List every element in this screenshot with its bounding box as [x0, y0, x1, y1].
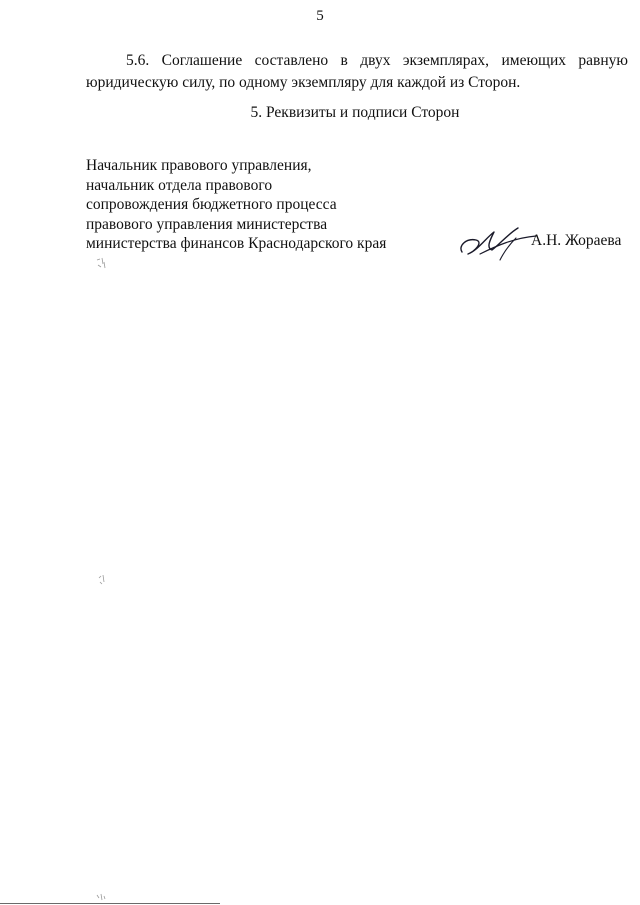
scan-artifact-mark [94, 256, 108, 270]
scan-bottom-edge [0, 903, 220, 904]
clause-5-6: 5.6. Соглашение составлено в двух экземплярах, имеющих равную юридическую силу, по одному экземпляру для каждой из Сторон. [86, 52, 628, 91]
position-line: начальник отдела правового [86, 176, 273, 194]
section-heading: 5. Реквизиты и подписи Сторон [250, 104, 460, 121]
page-number: 5 [316, 8, 324, 24]
signatory-position [86, 156, 386, 254]
position-line: министерства финансов Краснодарского края [86, 235, 387, 252]
scan-artifact-mark [96, 572, 110, 586]
signer-name: А.Н. Жораева [531, 232, 622, 249]
position-line: Начальник правового управления, [86, 157, 312, 174]
scan-artifact-mark [94, 890, 108, 904]
position-line: сопровождения бюджетного процесса [86, 196, 337, 213]
position-line: правового управления министерства [86, 215, 328, 233]
